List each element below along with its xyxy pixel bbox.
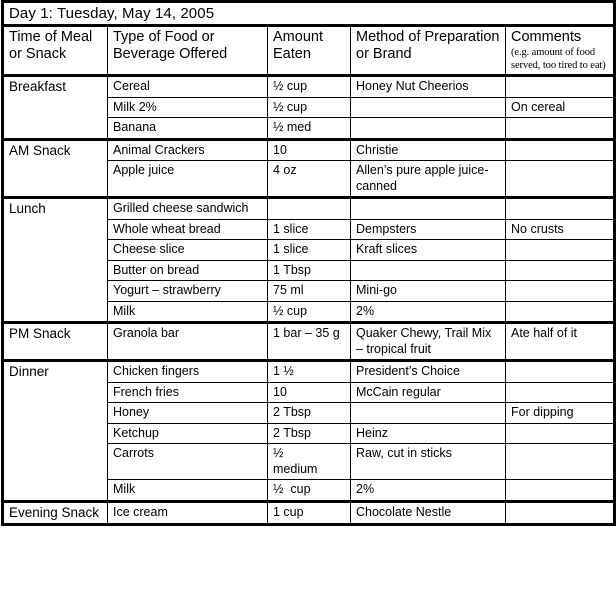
amount-cell: [268, 198, 351, 220]
method-cell: Dempsters: [351, 219, 506, 240]
amount-cell: 1 Tbsp: [268, 260, 351, 281]
column-header-1: Time of Meal or Snack: [3, 26, 108, 76]
amount-cell: 10: [268, 382, 351, 403]
amount-cell: 2 Tbsp: [268, 423, 351, 444]
amount-cell: 4 oz: [268, 161, 351, 198]
header-row: [3, 26, 615, 76]
amount-cell: ½ cup: [268, 301, 351, 323]
table-row: [3, 139, 615, 161]
food-cell: Granola bar: [108, 323, 268, 361]
comment-cell: [506, 198, 615, 220]
method-cell: Christie: [351, 139, 506, 161]
food-cell: Cereal: [108, 76, 268, 98]
amount-cell: 1 ½: [268, 361, 351, 383]
method-cell: McCain regular: [351, 382, 506, 403]
comment-cell: On cereal: [506, 97, 615, 118]
amount-cell: 10: [268, 139, 351, 161]
comment-cell: [506, 139, 615, 161]
comment-cell: [506, 240, 615, 261]
food-cell: Cheese slice: [108, 240, 268, 261]
comment-cell: [506, 76, 615, 98]
comment-cell: [506, 423, 615, 444]
amount-cell: 1 slice: [268, 240, 351, 261]
comment-cell: [506, 260, 615, 281]
amount-cell: ½ cup: [268, 97, 351, 118]
amount-cell: 1 bar – 35 g: [268, 323, 351, 361]
method-cell: [351, 260, 506, 281]
amount-cell: ½ cup: [268, 480, 351, 502]
food-cell: Apple juice: [108, 161, 268, 198]
table-row: [3, 361, 615, 383]
column-header-4: Method of Preparation or Brand: [351, 26, 506, 76]
method-cell: [351, 198, 506, 220]
comment-cell: [506, 301, 615, 323]
method-cell: 2%: [351, 480, 506, 502]
column-header-5: Comments (e.g. amount of food served, too tired to eat): [506, 26, 615, 76]
meal-label-4: PM Snack: [3, 323, 108, 361]
food-cell: Ice cream: [108, 501, 268, 524]
method-cell: [351, 97, 506, 118]
title-row: [3, 2, 615, 26]
food-cell: Banana: [108, 118, 268, 140]
comment-cell: [506, 501, 615, 524]
comment-cell: [506, 161, 615, 198]
food-cell: Chicken fingers: [108, 361, 268, 383]
food-cell: Honey: [108, 403, 268, 424]
food-cell: Milk: [108, 301, 268, 323]
method-cell: Kraft slices: [351, 240, 506, 261]
food-cell: Carrots: [108, 444, 268, 480]
amount-cell: ½ medium: [268, 444, 351, 480]
meal-label-6: Evening Snack: [3, 501, 108, 524]
meal-label-3: Lunch: [3, 198, 108, 323]
meal-label-5: Dinner: [3, 361, 108, 502]
table-row: [3, 76, 615, 98]
method-cell: Chocolate Nestle: [351, 501, 506, 524]
comment-cell: [506, 281, 615, 302]
table-row: [3, 323, 615, 361]
diary-body: [3, 2, 615, 525]
comment-cell: [506, 480, 615, 502]
comment-cell: [506, 382, 615, 403]
food-cell: Butter on bread: [108, 260, 268, 281]
method-cell: Honey Nut Cheerios: [351, 76, 506, 98]
method-cell: Mini-go: [351, 281, 506, 302]
food-cell: French fries: [108, 382, 268, 403]
column-header-note: (e.g. amount of food served, too tired to eat): [511, 46, 606, 71]
amount-cell: 2 Tbsp: [268, 403, 351, 424]
food-cell: Ketchup: [108, 423, 268, 444]
method-cell: Quaker Chewy, Trail Mix – tropical fruit: [351, 323, 506, 361]
method-cell: 2%: [351, 301, 506, 323]
amount-cell: ½ cup: [268, 76, 351, 98]
comment-cell: Ate half of it: [506, 323, 615, 361]
page-title: Day 1: Tuesday, May 14, 2005: [3, 2, 615, 26]
amount-cell: ½ med: [268, 118, 351, 140]
amount-cell: 1 slice: [268, 219, 351, 240]
method-cell: Heinz: [351, 423, 506, 444]
method-cell: Allen’s pure apple juice-canned: [351, 161, 506, 198]
food-cell: Grilled cheese sandwich: [108, 198, 268, 220]
amount-cell: 1 cup: [268, 501, 351, 524]
comment-cell: No crusts: [506, 219, 615, 240]
table-row: [3, 198, 615, 220]
meal-label-1: Breakfast: [3, 76, 108, 140]
food-cell: Whole wheat bread: [108, 219, 268, 240]
comment-cell: [506, 361, 615, 383]
method-cell: [351, 403, 506, 424]
food-cell: Yogurt – strawberry: [108, 281, 268, 302]
comment-cell: [506, 118, 615, 140]
comment-cell: [506, 444, 615, 480]
column-header-3: Amount Eaten: [268, 26, 351, 76]
amount-cell: 75 ml: [268, 281, 351, 302]
comment-cell: For dipping: [506, 403, 615, 424]
method-cell: Raw, cut in sticks: [351, 444, 506, 480]
method-cell: President’s Choice: [351, 361, 506, 383]
food-diary-table: [1, 0, 616, 526]
food-cell: Milk: [108, 480, 268, 502]
table-row: [3, 501, 615, 524]
meal-label-2: AM Snack: [3, 139, 108, 198]
column-header-2: Type of Food or Beverage Offered: [108, 26, 268, 76]
food-cell: Animal Crackers: [108, 139, 268, 161]
method-cell: [351, 118, 506, 140]
food-cell: Milk 2%: [108, 97, 268, 118]
